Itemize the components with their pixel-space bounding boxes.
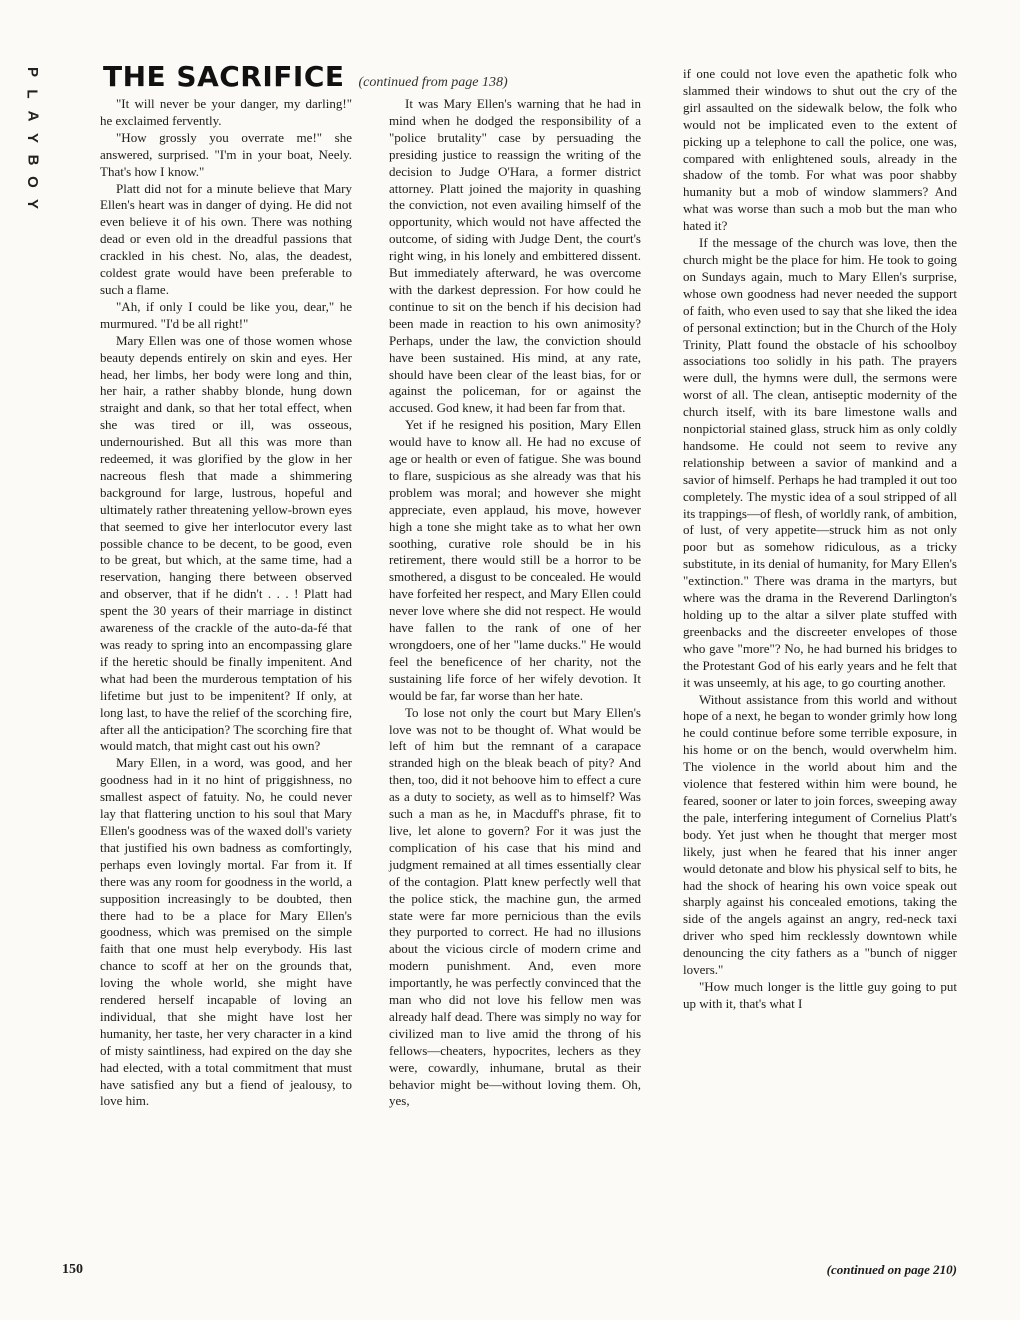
text-column-2 (389, 96, 641, 1110)
paragraph: "Ah, if only I could be like you, dear," he murmured. "I'd be all right!" (100, 298, 352, 331)
magazine-name-vertical (22, 62, 42, 216)
magazine-letter: B (24, 154, 41, 166)
paragraph: "How grossly you overrate me!" she answered, surprised. "I'm in your boat, Neely. That's how I know." (100, 129, 352, 179)
magazine-letter: O (23, 176, 41, 188)
paragraph: Yet if he resigned his position, Mary Ellen would have to know all. He had no excuse of age or health or even of fatigue. She was bound to flare, suspicious as she already was that his problem was moral; and however she might appreciate, even applaud, his move, however high a tone she might take as to what her own soothing, curative role should be in his retirement, there would still be a horror to be smothered, a disgust to be concealed. He would have forfeited her respect, and Mary Ellen could never love where she did not respect. He would have fallen to the rank of one of her wrongdoers, one of her "lame ducks." He would feel the beneficence of her charity, not the sustaining life force of her wifely devotion. It would be far, far worse than her hate. (389, 417, 641, 703)
page-number: 150 (62, 1262, 83, 1277)
continued-on-note: (continued on page 210) (826, 1262, 957, 1277)
text-column-1 (100, 96, 352, 1110)
paragraph: if one could not love even the apathetic folk who slammed their windows to shut out the cry of the girl assaulted on the sidewalk below, the folk who would not be implicated even to the extent of picking up a telephone to call the police, one was, compared with enlightened souls, already in the shadow of the tomb. For what was poor shabby humanity but a mob of window slammers? And what was worse than such a mob but the man who hated it? (683, 66, 957, 234)
magazine-letter: Y (23, 132, 41, 144)
continued-from-note: (continued from page 138) (358, 75, 508, 90)
magazine-letter: A (24, 110, 41, 122)
magazine-letter: Y (23, 198, 41, 210)
article-header (103, 60, 508, 94)
paragraph: "It will never be your danger, my darling!" he exclaimed fervently. (100, 96, 352, 128)
paragraph: Mary Ellen, in a word, was good, and her goodness had in it no hint of priggishness, no smallest aspect of fatuity. No, he could never lay that flattering unction to his soul that Mary Ellen's goodness was of the waxed doll's variety that justified his own badness as comfortingly, perhaps even lovingly mortal. Far from it. If there was any room for goodness in the world, a supposition increasingly to be doubted, then there had to be a place for Mary Ellen's goodness, which was premised on the simple faith that one must help everybody. His last chance to scoff at her on the grounds that, loving the whole world, she might have rendered herself incapable of loving an individual, that she might have lost her humanity, her taste, her very character in a kind of misty saintliness, had expired on the day she had elected, with a total commitment that must have satisfied any but a fiend of jealousy, to love him. (100, 755, 352, 1109)
paragraph: Platt did not for a minute believe that Mary Ellen's heart was in danger of dying. He did not even believe it of his own. There was nothing dead or even old in the dreadful passions that crackled in his chest. No, alas, the deadest, coldest grate would have been preferable to such a flame. (100, 180, 352, 297)
text-column-3 (683, 66, 957, 1013)
magazine-letter: P (23, 66, 41, 78)
paragraph: To lose not only the court but Mary Ellen's love was not to be thought of. What would be left of him but the remnant of a carapace stranded high on the bleak beach of pity? And then, too, did it not behoove him to effect a cure as a duty to society, as well as to himself? Was such a man as he, in Macduff's phrase, fit to live, let alone to govern? For it was just the complication of his case that his mind and judgment remained at all times essentially clear of the contagion. Platt knew perfectly well that the police stick, the machine gun, the armed state were far more pernicious than the evils they purported to correct. He had no illusions about the vicious circle of modern crime and modern punishment. And, even more importantly, he was perfectly convinced that the man who did not love his fellow men was already half dead. There was simply no way for civilized man to live amid the throng of his fellows—cheaters, hypocrites, lechers as they were, cowardly, inhumane, brutal as their behavior might be—without loving them. Oh, yes, (389, 704, 641, 1109)
paragraph: If the message of the church was love, then the church might be the place for him. He took to going on Sundays again, much to Mary Ellen's surprise, whose own goodness had never needed the support of faith, who even used to say that she liked the idea of personal extinction; but in the Church of the Holy Trinity, Platt found the obstacle of his schoolboy associations too solidly in his path. The prayers were dull, the hymns were dull, the sermons were worst of all. The clean, antiseptic modernity of the church itself, with its bare limestone walls and nonpictorial stained glass, struck him as only coldly handsome. He could not seem to revive any relationship between a savior of mankind and a savior of himself. Perhaps he had trampled it out too completely. The mystic idea of a soul stripped of all its trappings—of flesh, of worldly rank, of ambition, of lust, of very appetite—struck him as not only poor but as somehow ridiculous, as a tricky substitute, in its denial of humanity, for Mary Ellen's "extinction." There was drama in the martyrs, but where was the drama in the Reverend Darlington's holding up to the altar a silver plate stuffed with greenbacks and the discreeter envelopes of those who gave "more"? No, he had burned his bridges to the Protestant God of his early years and he felt that it was unseemly, at his age, to go courting another. (683, 235, 957, 690)
paragraph: It was Mary Ellen's warning that he had in mind when he dodged the responsibility of a "police brutality" case by persuading the presiding justice to reassign the writing of the decision to Judge O'Hara, a former district attorney. Platt joined the majority in quashing the conviction, not even availing himself of the opportunity, which would not have affected the outcome, of siding with Judge Dent, the court's right wing, in his lonely and embittered dissent. But immediately afterward, he was overcome with the darkest depression. For how could he continue to sit on the bench if his decision had been made in reaction to his own animosity? Perhaps, under the law, the conviction should have been sustained. His mind, at any rate, should have been clear of the least bias, for or against the policeman, for or against the accused. God knew, it had been far from that. (389, 96, 641, 416)
paragraph: Without assistance from this world and without hope of a next, he began to wonder grimly how long he could continue before some terrible exposure, in his home or on the bench, would overwhelm him. The violence in the world about him and the violence that festered within him were bound, he feared, sooner or later to join forces, sweeping away the pale, interfering integument of Cornelius Platt's body. Yet just when he thought that merger most likely, just when he feared that his inner anger would detonate and blow his physical self to bits, he had the shock of hearing his own voice speak out sharply against his concealed emotions, taking the side of the angels against an angry, red-neck taxi driver who sped him recklessly downtown while denouncing the city fathers as a "bunch of nigger lovers." (683, 691, 957, 978)
magazine-letter: L (23, 89, 41, 99)
paragraph: "How much longer is the little guy going to put up with it, that's what I (683, 978, 957, 1011)
article-title: THE SACRIFICE (103, 60, 345, 93)
paragraph: Mary Ellen was one of those women whose beauty depends entirely on skin and eyes. Her head, her limbs, her body were long and thin, her hair, a rather shabby blonde, hung down straight and dank, so that her total effect, when she was tired or ill, was osseous, undernourished. But all this was more than redeemed, it was glorified by the glow in her nacreous flesh that made a shimmering background for large, lustrous, hopeful and ultimately rather threatening yellow-brown eyes that seemed to give her interlocutor every last possible chance to be decent, to be good, even to be great, but which, at the same time, had a reservation, hanging there between observed and observer, that if he didn't . . . ! Platt had spent the 30 years of their marriage in distinct awareness of the crackle of the auto-da-fé that was ready to spring into an encompassing glare if the heretic should be finally impenitent. And what had been the murderous temptation of his lifetime but just to be impenitent? If only, at long last, to have the relief of the scorching fire, after all the anticipation? The scorching fire that would match, that might cast out his own? (100, 332, 352, 754)
